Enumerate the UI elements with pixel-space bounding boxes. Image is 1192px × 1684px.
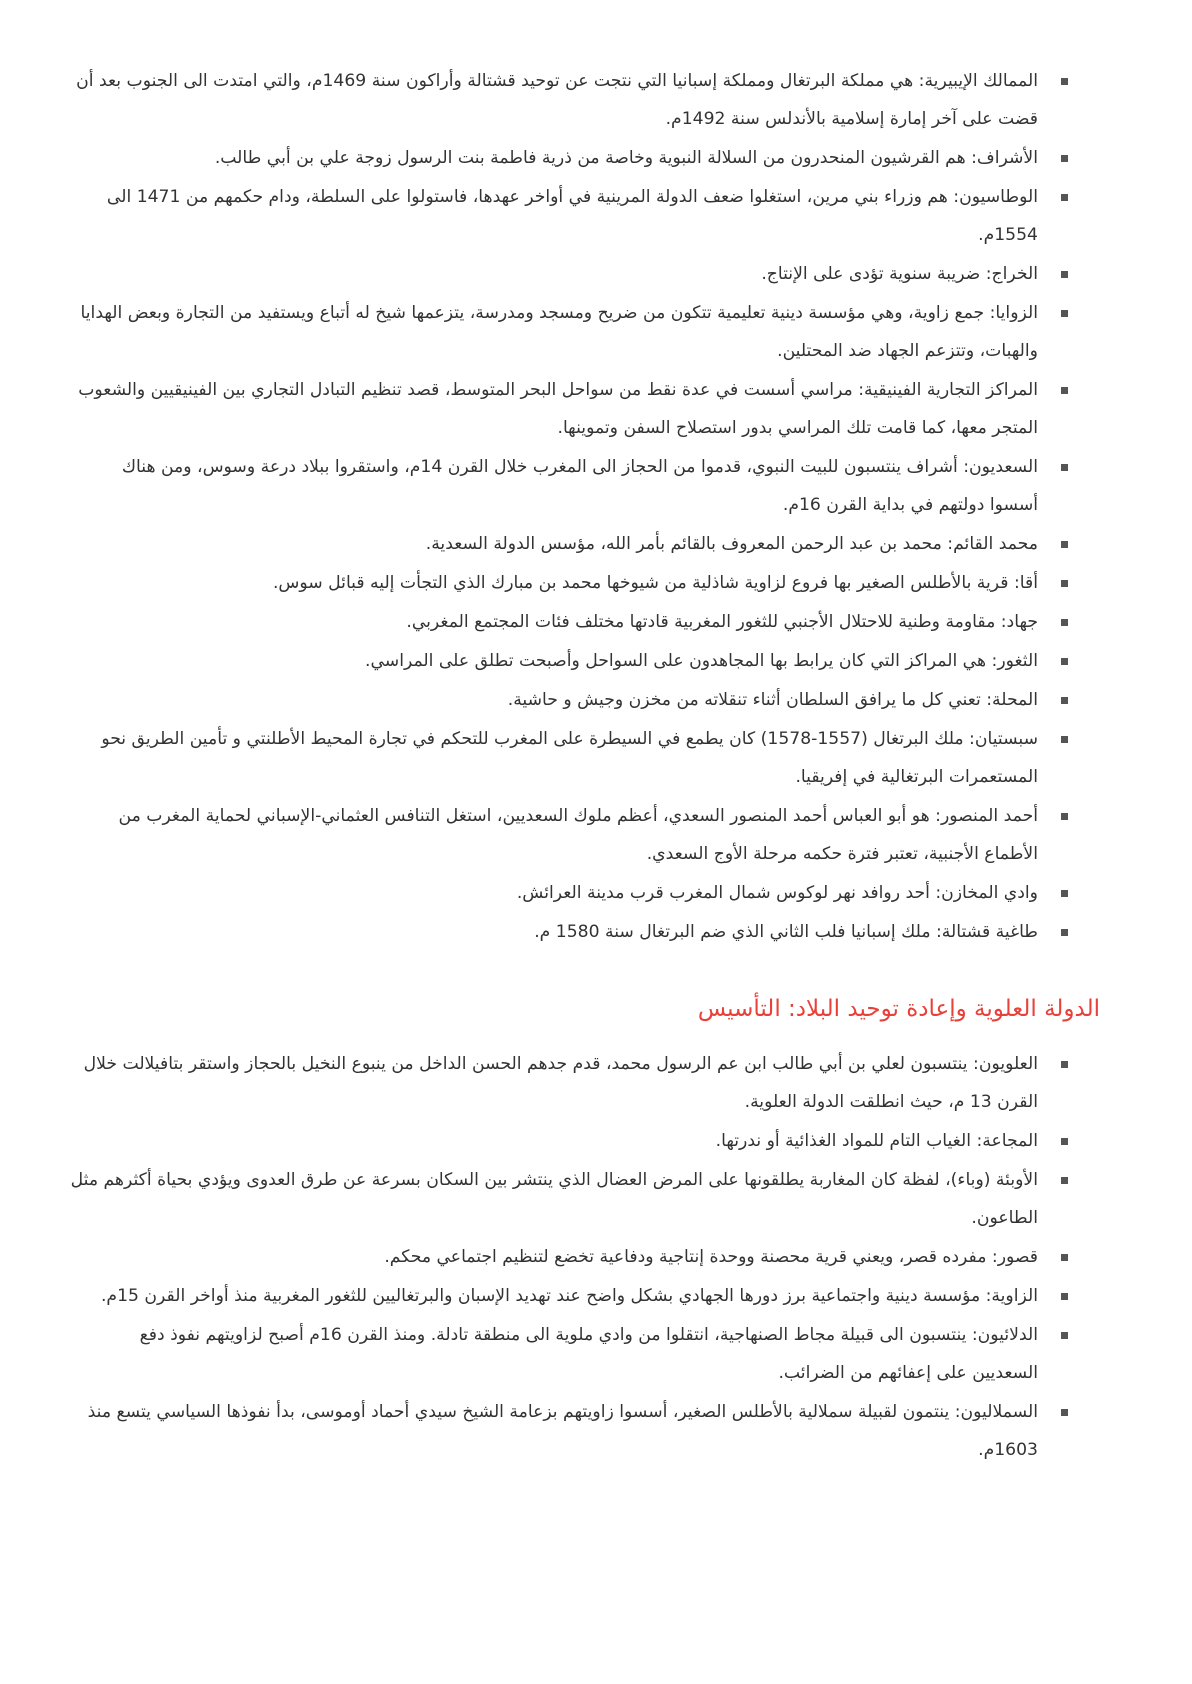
bullet-icon — [1061, 464, 1068, 471]
list-item — [70, 62, 1072, 138]
bullet-icon — [1061, 1409, 1068, 1416]
bullet-icon — [1061, 1061, 1068, 1068]
list-item — [70, 797, 1072, 873]
list-item — [70, 294, 1072, 370]
list-item-text: السعديون: أشراف ينتسبون للبيت النبوي، قدموا من الحجاز الى المغرب خلال القرن 14م، واستقروا ببلاد درعة وسوس، ومن هناك أسسوا دولتهم في بداية القرن 16م. — [121, 457, 1038, 515]
list-item-text: الأشراف: هم القرشيون المنحدرون من السلالة النبوية وخاصة من ذرية فاطمة بنت الرسول زوجة علي بن أبي طالب. — [214, 148, 1038, 168]
list-item-text: قصور: مفرده قصر، ويعني قرية محصنة ووحدة إنتاجية ودفاعية تخضع لتنظيم اجتماعي محكم. — [384, 1247, 1038, 1267]
document-content — [70, 62, 1100, 1470]
list-item — [70, 720, 1072, 796]
list-item-text: طاغية قشتالة: ملك إسبانيا فلب الثاني الذي ضم البرتغال سنة 1580 م. — [534, 922, 1038, 942]
list-item — [70, 1316, 1072, 1392]
list-item-text: السملاليون: ينتمون لقبيلة سملالية بالأطلس الصغير، أسسوا زاويتهم بزعامة الشيخ سيدي أحماد أوموسى، بدأ نفوذها السياسي يتسع منذ 1603م. — [87, 1402, 1038, 1460]
list-item-text: المحلة: تعني كل ما يرافق السلطان أثناء تنقلاته من مخزن وجيش و حاشية. — [507, 690, 1038, 710]
bullet-icon — [1061, 813, 1068, 820]
list-item — [70, 1045, 1072, 1121]
bullet-icon — [1061, 890, 1068, 897]
list-item — [70, 1393, 1072, 1469]
list-item — [70, 1238, 1072, 1276]
list-item-text: سبستيان: ملك البرتغال (1557-1578) كان يطمع في السيطرة على المغرب للتحكم في تجارة المحيط الأطلنتي و تأمين الطريق نحو المستعمرات البرتغالية في إفريقيا. — [101, 729, 1038, 787]
bullet-icon — [1061, 310, 1068, 317]
list-item — [70, 1122, 1072, 1160]
bullet-icon — [1061, 1177, 1068, 1184]
bullet-icon — [1061, 1293, 1068, 1300]
bullet-icon — [1061, 78, 1068, 85]
list-item — [70, 564, 1072, 602]
bullet-icon — [1061, 580, 1068, 587]
bullet-icon — [1061, 155, 1068, 162]
glossary-list-2 — [70, 1045, 1100, 1469]
list-item-text: الدلائيون: ينتسبون الى قبيلة مجاط الصنهاجية، انتقلوا من وادي ملوية الى منطقة تادلة. ومنذ القرن 16م أصبح لزاويتهم نفوذ دفع السعديين على إعفائهم من الضرائب. — [139, 1325, 1038, 1383]
bullet-icon — [1061, 658, 1068, 665]
bullet-icon — [1061, 697, 1068, 704]
bullet-icon — [1061, 194, 1068, 201]
list-item-text: محمد القائم: محمد بن عبد الرحمن المعروف بالقائم بأمر الله، مؤسس الدولة السعدية. — [425, 534, 1038, 554]
list-item — [70, 525, 1072, 563]
list-item-text: الأوبئة (وباء)، لفظة كان المغاربة يطلقونها على المرض العضال الذي ينتشر بين السكان بسرعة عن طرق العدوى ويؤدي بحياة أكثرهم مثل الطاعون. — [70, 1170, 1038, 1228]
list-item — [70, 603, 1072, 641]
section-heading: الدولة العلوية وإعادة توحيد البلاد: التأسيس — [697, 996, 1100, 1022]
list-item-text: العلويون: ينتسبون لعلي بن أبي طالب ابن عم الرسول محمد، قدم جدهم الحسن الداخل من ينبوع النخيل بالحجاز واستقر بتافيلالت خلال القرن 13 م، حيث انطلقت الدولة العلوية. — [83, 1054, 1038, 1112]
list-item-text: الوطاسيون: هم وزراء بني مرين، استغلوا ضعف الدولة المرينية في أواخر عهدها، فاستولوا على السلطة، ودام حكمهم من 1471 الى 1554م. — [106, 187, 1038, 245]
bullet-icon — [1061, 387, 1068, 394]
bullet-icon — [1061, 1254, 1068, 1261]
list-item-text: الثغور: هي المراكز التي كان يرابط بها المجاهدون على السواحل وأصبحت تطلق على المراسي. — [365, 651, 1038, 671]
list-item — [70, 448, 1072, 524]
list-item-text: جهاد: مقاومة وطنية للاحتلال الأجنبي للثغور المغربية قادتها مختلف فئات المجتمع المغربي. — [406, 612, 1038, 632]
list-item — [70, 913, 1072, 951]
bullet-icon — [1061, 929, 1068, 936]
list-item — [70, 681, 1072, 719]
list-item — [70, 371, 1072, 447]
glossary-list-1 — [70, 62, 1100, 951]
list-item-text: الزوايا: جمع زاوية، وهي مؤسسة دينية تعليمية تتكون من ضريح ومسجد ومدرسة، يتزعمها شيخ له أتباع ويستفيد من التجارة وبعض الهدايا والهبات، وتتزعم الجهاد ضد المحتلين. — [80, 303, 1038, 361]
list-item — [70, 642, 1072, 680]
list-item-text: الخراج: ضريبة سنوية تؤدى على الإنتاج. — [761, 264, 1038, 284]
list-item-text: وادي المخازن: أحد روافد نهر لوكوس شمال المغرب قرب مدينة العرائش. — [516, 883, 1038, 903]
list-item-text: الممالك الإيبيرية: هي مملكة البرتغال ومملكة إسبانيا التي نتجت عن توحيد قشتالة وأراكون سنة 1469م، والتي امتدت الى الجنوب بعد أن قضت على آخر إمارة إسلامية بالأندلس سنة 1492م. — [76, 71, 1038, 129]
bullet-icon — [1061, 541, 1068, 548]
list-item-text: أقا: قرية بالأطلس الصغير بها فروع لزاوية شاذلية من شيوخها محمد بن مبارك الذي التجأت إليه قبائل سوس. — [272, 573, 1038, 593]
bullet-icon — [1061, 271, 1068, 278]
bullet-icon — [1061, 619, 1068, 626]
list-item — [70, 139, 1072, 177]
bullet-icon — [1061, 736, 1068, 743]
list-item-text: المجاعة: الغياب التام للمواد الغذائية أو ندرتها. — [715, 1131, 1038, 1151]
list-item — [70, 1161, 1072, 1237]
list-item — [70, 1277, 1072, 1315]
list-item — [70, 874, 1072, 912]
list-item — [70, 178, 1072, 254]
list-item-text: أحمد المنصور: هو أبو العباس أحمد المنصور السعدي، أعظم ملوك السعديين، استغل التنافس العثماني-الإسباني لحماية المغرب من الأطماع الأجنبية، تعتبر فترة حكمه مرحلة الأوج السعدي. — [118, 806, 1038, 864]
list-item-text: الزاوية: مؤسسة دينية واجتماعية برز دورها الجهادي بشكل واضح عند تهديد الإسبان والبرتغاليين للثغور المغربية منذ أواخر القرن 15م. — [100, 1286, 1038, 1306]
list-item — [70, 255, 1072, 293]
bullet-icon — [1061, 1138, 1068, 1145]
bullet-icon — [1061, 1332, 1068, 1339]
list-item-text: المراكز التجارية الفينيقية: مراسي أسست في عدة نقط من سواحل البحر المتوسط، قصد تنظيم التبادل التجاري بين الفينيقيين والشعوب المتجر معها، كما قامت تلك المراسي بدور استصلاح السفن وتموينها. — [78, 380, 1038, 438]
